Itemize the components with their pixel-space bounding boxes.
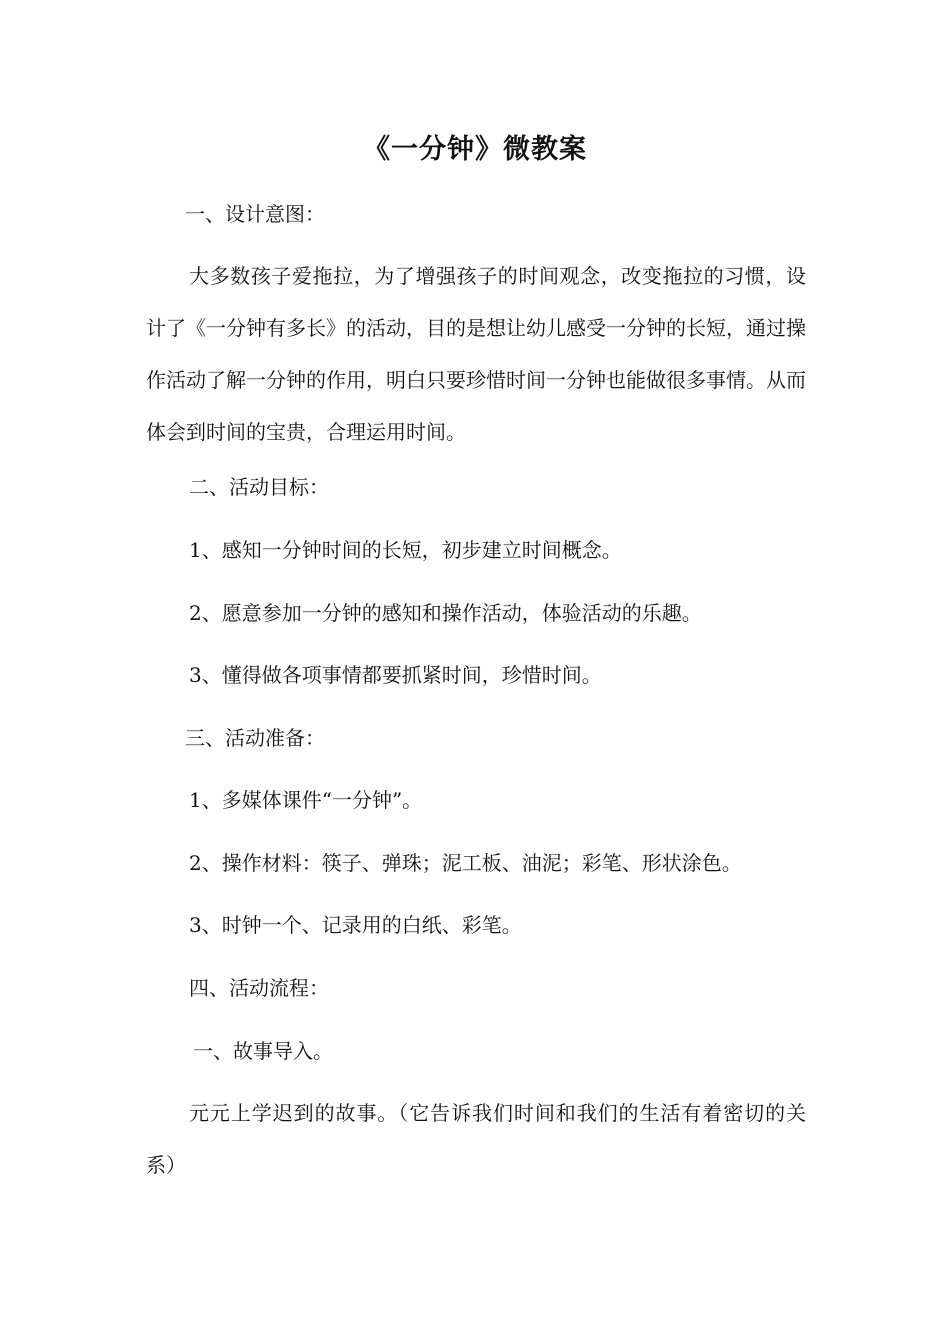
goal-item-1: 1、感知一分钟时间的长短，初步建立时间概念。 <box>189 538 622 562</box>
section-heading-preparation: 三、活动准备： <box>185 726 325 750</box>
section-heading-goals: 二、活动目标： <box>189 475 329 499</box>
preparation-item-2: 2、操作材料：筷子、弹珠；泥工板、油泥；彩笔、形状涂色。 <box>189 851 742 875</box>
document-title: 《一分钟》微教案 <box>363 134 587 165</box>
step-heading-story-intro: 一、故事导入。 <box>193 1039 333 1063</box>
goal-item-3: 3、懂得做各项事情都要抓紧时间，珍惜时间。 <box>189 663 602 687</box>
story-intro-paragraph: 元元上学迟到的故事。（它告诉我们时间和我们的生活有着密切的关系） <box>146 1101 806 1177</box>
section-heading-process: 四、活动流程： <box>189 976 329 1000</box>
section-heading-design-intent: 一、设计意图： <box>185 202 325 226</box>
goal-item-2: 2、愿意参加一分钟的感知和操作活动，体验活动的乐趣。 <box>189 601 702 625</box>
design-intent-paragraph: 大多数孩子爱拖拉，为了增强孩子的时间观念，改变拖拉的习惯，设计了《一分钟有多长》的活动，目的是想让幼儿感受一分钟的长短，通过操作活动了解一分钟的作用，明白只要珍惜时间一分钟也能做很多事情。从而体会到时间的宝贵，合理运用时间。 <box>146 264 806 444</box>
preparation-item-3: 3、时钟一个、记录用的白纸、彩笔。 <box>189 913 522 937</box>
preparation-item-1: 1、多媒体课件“一分钟”。 <box>189 788 423 812</box>
